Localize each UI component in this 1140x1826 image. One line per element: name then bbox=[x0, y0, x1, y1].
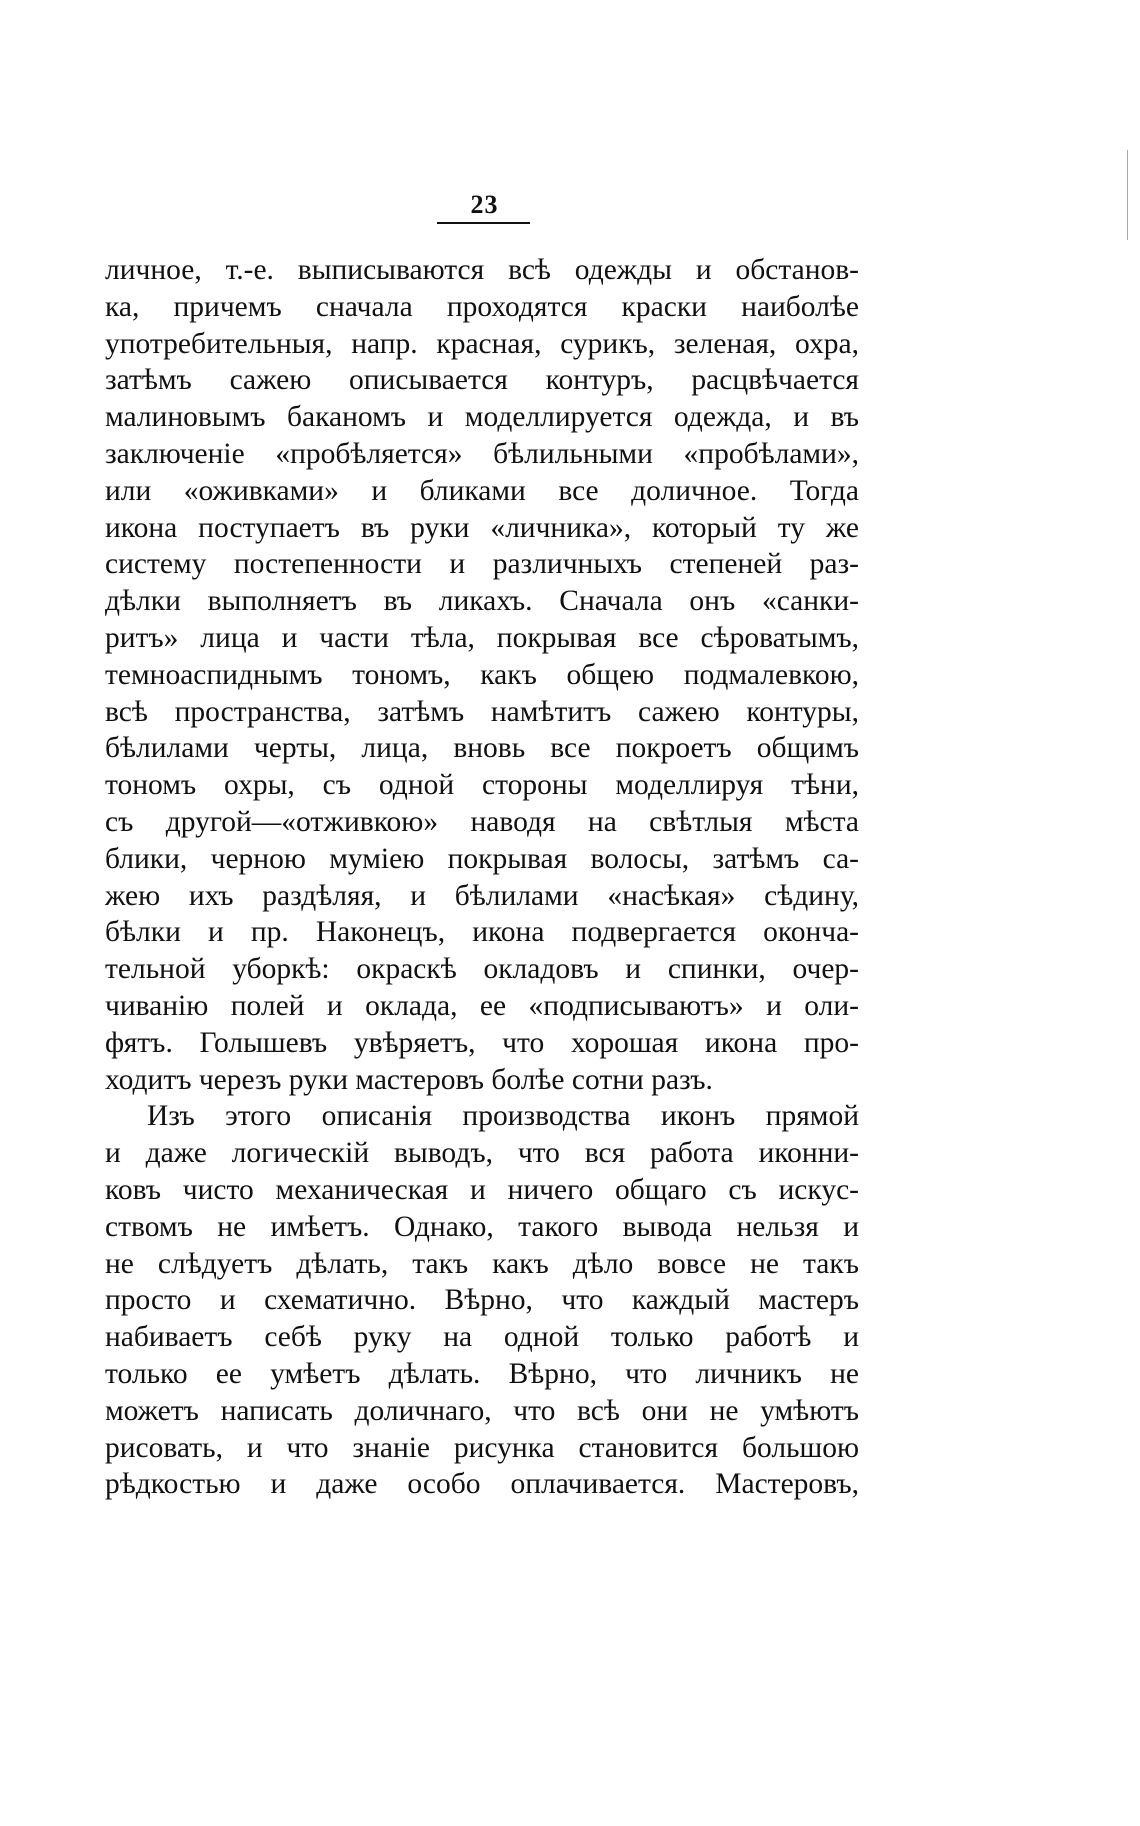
text-line: ка, причемъ сначала проходятся краски наиболѣе bbox=[105, 290, 859, 323]
body-text bbox=[105, 252, 859, 1503]
text-line: Изъ этого описанія производства иконъ прямой bbox=[147, 1100, 859, 1133]
text-line: фятъ. Голышевъ увѣряетъ, что хорошая икона про- bbox=[105, 1026, 859, 1059]
text-line: личное, т.-е. выписываются всѣ одежды и обстанов- bbox=[105, 254, 859, 286]
scan-edge-mark bbox=[1127, 150, 1131, 240]
text-line: тельной уборкѣ: окраскѣ окладовъ и спинки, очер- bbox=[105, 953, 859, 986]
text-line: всѣ пространства, затѣмъ намѣтитъ сажею контуры, bbox=[105, 695, 859, 728]
text-line: бѣлилами черты, лица, вновь все покроетъ общимъ bbox=[105, 732, 859, 765]
text-line: рѣдкостью и даже особо оплачивается. Мастеровъ, bbox=[105, 1468, 859, 1501]
text-line: ствомъ не имѣетъ. Однако, такого вывода нельзя и bbox=[105, 1210, 859, 1243]
text-line: ритъ» лица и части тѣла, покрывая все сѣроватымъ, bbox=[105, 621, 859, 654]
text-line: икона поступаетъ въ руки «личника», который ту же bbox=[105, 511, 859, 544]
text-line: ковъ чисто механическая и ничего общаго съ искус- bbox=[105, 1173, 859, 1206]
text-line: тономъ охры, съ одной стороны моделлируя тѣни, bbox=[105, 769, 859, 802]
text-line: жею ихъ раздѣляя, и бѣлилами «насѣкая» сѣдину, bbox=[105, 879, 859, 912]
text-line: малиновымъ баканомъ и моделлируется одежда, и въ bbox=[105, 401, 859, 434]
text-line: не слѣдуетъ дѣлать, такъ какъ дѣло вовсе не такъ bbox=[105, 1247, 859, 1280]
text-line: бѣлки и пр. Наконецъ, икона подвергается оконча- bbox=[105, 916, 859, 949]
text-line: только ее умѣетъ дѣлать. Вѣрно, что личникъ не bbox=[105, 1357, 859, 1390]
text-line: систему постепенности и различныхъ степеней раз- bbox=[105, 548, 859, 581]
text-line: дѣлки выполняетъ въ ликахъ. Сначала онъ «санки- bbox=[105, 585, 859, 618]
text-line: ходитъ черезъ руки мастеровъ болѣе сотни разъ. bbox=[105, 1063, 713, 1096]
text-line: просто и схематично. Вѣрно, что каждый мастеръ bbox=[105, 1284, 859, 1317]
text-line: можетъ написать доличнаго, что всѣ они не умѣютъ bbox=[105, 1394, 859, 1427]
text-line: набиваетъ себѣ руку на одной только работѣ и bbox=[105, 1321, 859, 1354]
text-line: или «оживками» и бликами все доличное. Тогда bbox=[105, 474, 859, 507]
page-number: 23 bbox=[470, 190, 499, 219]
text-line: заключеніе «пробѣляется» бѣлильными «пробѣлами», bbox=[105, 437, 859, 470]
text-line: и даже логическій выводъ, что вся работа иконни- bbox=[105, 1137, 859, 1170]
text-line: чиванію полей и оклада, ее «подписываютъ» и оли- bbox=[105, 989, 859, 1022]
text-line: употребительныя, напр. красная, сурикъ, зеленая, охра, bbox=[105, 327, 859, 360]
text-line: блики, черною муміею покрывая волосы, затѣмъ са- bbox=[105, 842, 859, 875]
text-line: съ другой—«отживкою» наводя на свѣтлыя мѣста bbox=[105, 805, 859, 838]
text-line: рисовать, и что знаніе рисунка становится большою bbox=[105, 1431, 859, 1464]
text-line: темноаспиднымъ тономъ, какъ общею подмалевкою, bbox=[105, 658, 859, 691]
text-line: затѣмъ сажею описывается контуръ, расцвѣчается bbox=[105, 364, 859, 397]
page-number-rule bbox=[437, 222, 530, 224]
